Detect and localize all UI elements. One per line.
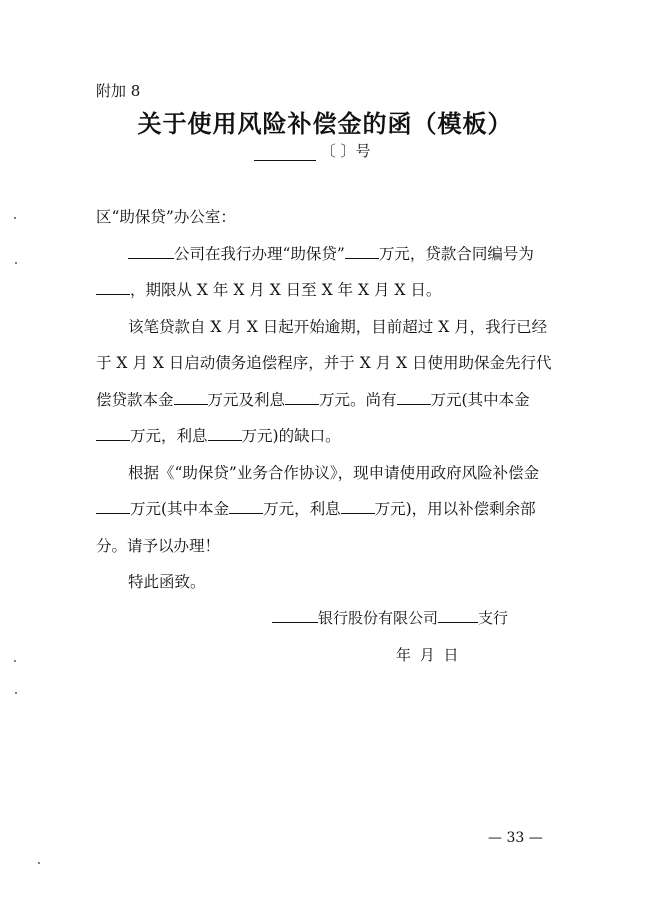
- doc-number-blank: [254, 146, 316, 161]
- paragraph-3: [96, 455, 556, 565]
- blank-contract-no: [96, 280, 130, 295]
- para2-text-a: 该笔贷款自 X 月 X 日起开始逾期，目前超过 X 月，我行已经于 X 月 X 日启动债务追偿程序，并于 X 月 X 日使用助保金先行代偿贷款本金: [96, 317, 552, 409]
- document-title: 关于使用风险补偿金的函（模板）: [137, 109, 513, 138]
- scan-speck: [14, 217, 16, 219]
- para3-text-a: 根据《“助保贷”业务合作协议》，现申请使用政府风险补偿金: [128, 463, 540, 482]
- para2-text-d: 万元(其中本金: [430, 390, 530, 409]
- signature-bank: 银行股份有限公司: [318, 609, 439, 627]
- blank-company: [128, 244, 174, 259]
- signature-branch: 支行: [478, 609, 509, 627]
- para3-text-d: 万元)，用以补偿剩余部分。请予以办理！: [96, 500, 536, 555]
- attachment-label: 附加 8: [96, 82, 141, 100]
- page-number: — 33 —: [488, 830, 543, 846]
- paragraph-1: [96, 236, 556, 309]
- blank-gap-principal: [96, 426, 130, 441]
- date-line: 年 月 日: [396, 646, 461, 664]
- scan-speck: [14, 660, 16, 662]
- blank-gap-total: [397, 390, 431, 405]
- blank-comp-interest: [341, 499, 375, 514]
- blank-comp-total: [96, 499, 130, 514]
- addressee: 区“助保贷”办公室：: [96, 208, 236, 226]
- blank-branch-name: [438, 608, 478, 623]
- para2-text-c: 万元。尚有: [319, 390, 397, 409]
- para2-text-e: 万元，利息: [130, 427, 208, 445]
- blank-bank-name: [272, 608, 318, 623]
- blank-principal: [174, 390, 208, 405]
- para2-text-f: 万元)的缺口。: [241, 427, 341, 445]
- para1-text-c: ，期限从 X 年 X 月 X 日至 X 年 X 月 X 日。: [130, 281, 442, 299]
- blank-comp-principal: [229, 499, 263, 514]
- closing-line: 特此函致。: [128, 573, 206, 591]
- doc-number-text: 〔 〕号: [320, 142, 371, 160]
- blank-gap-interest: [208, 426, 242, 441]
- letter-body: [96, 199, 556, 601]
- scan-speck: [38, 862, 40, 864]
- blank-interest: [285, 390, 319, 405]
- scan-speck: [15, 262, 17, 264]
- document-number: [254, 140, 371, 161]
- signature-line: [272, 607, 508, 628]
- para3-text-c: 万元，利息: [263, 500, 341, 518]
- blank-amount: [345, 244, 379, 259]
- para3-text-b: 万元(其中本金: [130, 500, 230, 518]
- paragraph-2: [96, 309, 556, 455]
- para1-text-b: 万元，贷款合同编号为: [378, 244, 534, 263]
- para2-text-b: 万元及利息: [207, 390, 286, 409]
- para1-text-a: 公司在我行办理“助保贷”: [174, 244, 345, 263]
- scan-speck: [15, 692, 17, 694]
